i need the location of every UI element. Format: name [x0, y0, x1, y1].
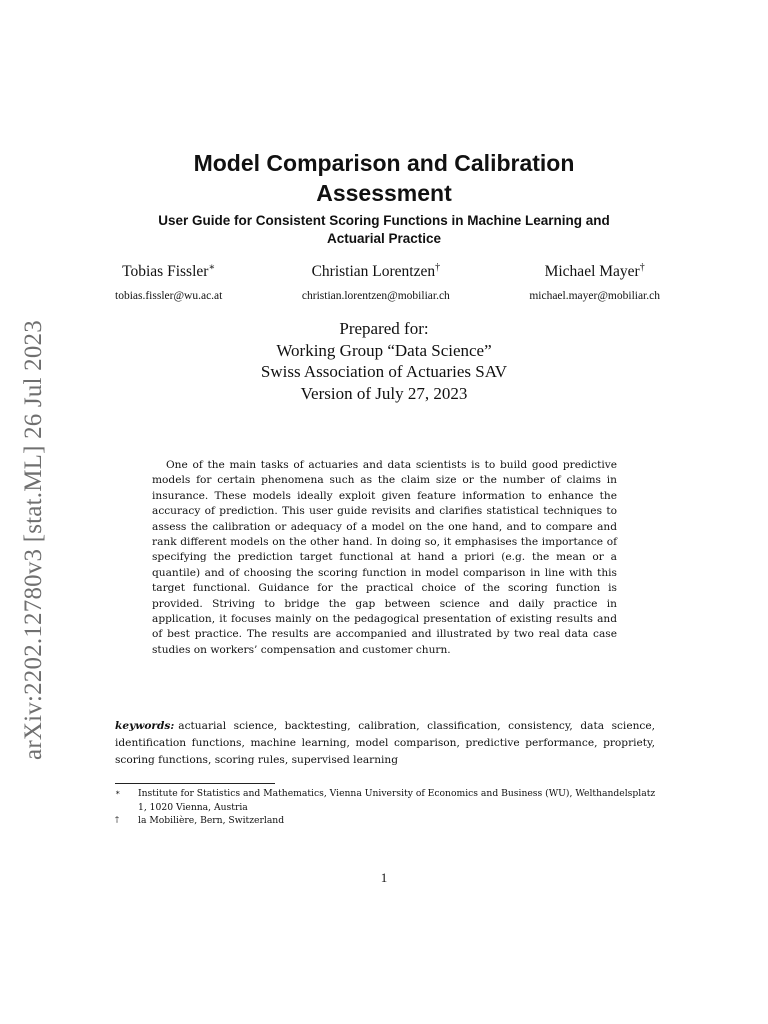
footnote-text: Institute for Statistics and Mathematics, Vienna University of Economics and Business (WU), Welthandelsplatz 1, 1020 Vienna, Austria: [138, 788, 656, 813]
prepared-line-2: Working Group “Data Science”: [276, 340, 492, 360]
affiliation-mark: †: [435, 261, 441, 273]
paper-title: [0, 148, 768, 208]
prepared-for-block: [0, 318, 768, 404]
author-name: Tobias Fissler: [122, 263, 209, 280]
author-fissler: [115, 262, 222, 305]
author-list: [115, 262, 660, 305]
author-name: Michael Mayer: [544, 263, 640, 280]
affiliation-mark: ∗: [208, 261, 216, 273]
footnote-text: la Mobilière, Bern, Switzerland: [138, 815, 285, 826]
subtitle-line-2: Actuarial Practice: [326, 231, 442, 246]
keywords-label: keywords:: [115, 720, 175, 732]
author-mayer: [529, 262, 660, 305]
title-line-2: Assessment: [316, 180, 452, 206]
prepared-line-3: Swiss Association of Actuaries SAV: [260, 362, 508, 381]
affiliation-mark: †: [639, 261, 645, 273]
arxiv-identifier: arXiv:2202.12780v3 [stat.ML] 26 Jul 2023: [20, 320, 47, 760]
footnote-affiliation-mobiliere: [115, 814, 660, 828]
subtitle-line-1: User Guide for Consistent Scoring Functions in Machine Learning and: [158, 213, 610, 228]
footnote-mark: ∗: [115, 788, 121, 797]
page-number: 1: [380, 870, 388, 885]
keywords-text: actuarial science, backtesting, calibration, classification, consistency, data science, identification functions, machine learning, model comparison, predictive performance, propriety, scoring functions, scoring rules, supervised learning: [115, 720, 655, 766]
author-name: Christian Lorentzen: [311, 263, 436, 280]
author-email: michael.mayer@mobiliar.ch: [529, 290, 660, 302]
paper-subtitle: [0, 212, 768, 248]
author-email: tobias.fissler@wu.ac.at: [115, 290, 223, 302]
author-lorentzen: [302, 262, 450, 305]
footnotes: [115, 787, 660, 828]
abstract: One of the main tasks of actuaries and data scientists is to build good predictive models for certain phenomena such as the claim size or the number of claims in insurance. These models ideally exploit given feature information to enhance the accuracy of prediction. This user guide revisits and clarifies statistical techniques to assess the calibration or adequacy of a model on the one hand, and to compare and rank different models on the other hand. In doing so, it emphasises the importance of specifying the prediction target functional at hand a priori (e.g. the mean or a quantile) and of choosing the scoring function in model comparison in line with this target functional. Guidance for the practical choice of the scoring function is provided. Striving to bridge the gap between science and daily practice in application, it focuses mainly on the pedagogical presentation of existing results and of best practice. The results are accompanied and illustrated by two real data case studies on workers’ compensation and customer churn.: [152, 459, 617, 656]
version-line: Version of July 27, 2023: [300, 383, 468, 403]
footnote-affiliation-wu: [115, 787, 660, 814]
prepared-line-1: Prepared for:: [339, 319, 429, 338]
footnote-rule: [115, 783, 275, 784]
author-email: christian.lorentzen@mobiliar.ch: [301, 290, 450, 302]
keywords: [115, 718, 655, 769]
title-line-1: Model Comparison and Calibration: [193, 150, 575, 176]
footnote-mark: †: [115, 815, 119, 824]
